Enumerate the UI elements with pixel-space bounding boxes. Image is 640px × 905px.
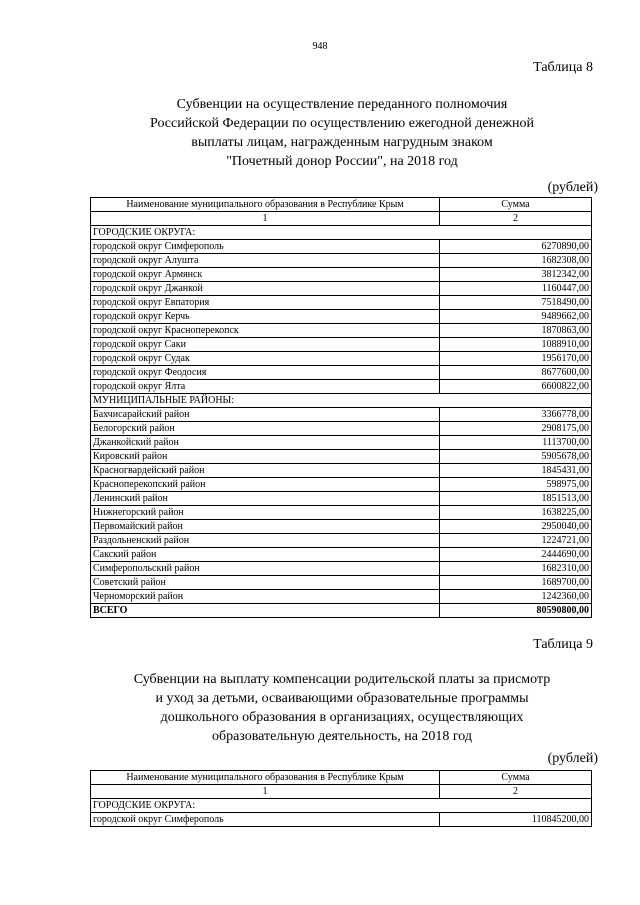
row-amount: 1224721,00	[440, 534, 592, 548]
header-name: Наименование муниципального образования в Республике Крым	[91, 198, 440, 212]
col-number-2: 2	[440, 212, 592, 226]
table-row	[91, 520, 592, 534]
row-name: Раздольненский район	[91, 534, 440, 548]
row-name: Сакский район	[91, 548, 440, 562]
table-row	[91, 422, 592, 436]
table-row	[91, 282, 592, 296]
table-row	[91, 492, 592, 506]
table-row	[91, 380, 592, 394]
row-name: городской округ Керчь	[91, 310, 440, 324]
table-row	[91, 590, 592, 604]
row-amount: 1851513,00	[440, 492, 592, 506]
row-amount: 1845431,00	[440, 464, 592, 478]
table-row	[91, 436, 592, 450]
section-row	[91, 799, 592, 813]
row-amount: 1160447,00	[440, 282, 592, 296]
total-label: ВСЕГО	[91, 604, 440, 618]
column-number-row	[91, 785, 592, 799]
row-name: городской округ Красноперекопск	[91, 324, 440, 338]
total-amount: 80590800,00	[440, 604, 592, 618]
row-name: Джанкойский район	[91, 436, 440, 450]
table8-units: (рублей)	[547, 180, 598, 195]
table8-title-line: выплаты лицам, награжденным нагрудным знаком	[191, 135, 493, 150]
table9	[90, 770, 592, 827]
row-amount: 2950040,00	[440, 520, 592, 534]
row-name: Бахчисарайский район	[91, 408, 440, 422]
table8-title	[60, 95, 624, 171]
row-amount: 598975,00	[440, 478, 592, 492]
row-amount: 8677600,00	[440, 366, 592, 380]
table9-title	[60, 670, 624, 746]
table-row	[91, 813, 592, 827]
table8-title-line: Субвенции на осуществление переданного полномочия	[176, 97, 508, 112]
row-name: Советский район	[91, 576, 440, 590]
section-districts: МУНИЦИПАЛЬНЫЕ РАЙОНЫ:	[91, 394, 592, 408]
section-cities: ГОРОДСКИЕ ОКРУГА:	[91, 799, 592, 813]
row-amount: 2444690,00	[440, 548, 592, 562]
table-row	[91, 408, 592, 422]
table-row	[91, 324, 592, 338]
table-row	[91, 240, 592, 254]
row-amount: 3812342,00	[440, 268, 592, 282]
row-amount: 110845200,00	[440, 813, 592, 827]
row-name: Белогорский район	[91, 422, 440, 436]
row-name: Ленинский район	[91, 492, 440, 506]
row-name: Кировский район	[91, 450, 440, 464]
row-name: городской округ Евпатория	[91, 296, 440, 310]
col-number-1: 1	[91, 212, 440, 226]
section-row	[91, 394, 592, 408]
table-row	[91, 576, 592, 590]
row-name: Нижнегорский район	[91, 506, 440, 520]
table-header-row	[91, 771, 592, 785]
table9-label: Таблица 9	[533, 637, 593, 652]
table9-title-line: Субвенции на выплату компенсации родительской платы за присмотр	[133, 672, 551, 687]
table-row	[91, 366, 592, 380]
row-name: Красногвардейский район	[91, 464, 440, 478]
row-amount: 3366778,00	[440, 408, 592, 422]
table-header-row	[91, 198, 592, 212]
header-amount: Сумма	[440, 771, 592, 785]
table9-units: (рублей)	[547, 751, 598, 766]
row-name: городской округ Судак	[91, 352, 440, 366]
row-amount: 1113700,00	[440, 436, 592, 450]
row-name: Красноперекопский район	[91, 478, 440, 492]
table-row	[91, 562, 592, 576]
table-row	[91, 534, 592, 548]
row-amount: 7518490,00	[440, 296, 592, 310]
row-name: Симферопольский район	[91, 562, 440, 576]
header-name: Наименование муниципального образования в Республике Крым	[91, 771, 440, 785]
table-row	[91, 506, 592, 520]
table9-title-line: образовательную деятельность, на 2018 год	[211, 729, 473, 744]
row-amount: 5905678,00	[440, 450, 592, 464]
table9-title-line: дошкольного образования в организациях, осуществляющих	[160, 710, 524, 725]
row-name: городской округ Симферополь	[91, 240, 440, 254]
row-name: Черноморский район	[91, 590, 440, 604]
column-number-row	[91, 212, 592, 226]
row-amount: 6270890,00	[440, 240, 592, 254]
total-row	[91, 604, 592, 618]
row-name: городской округ Алушта	[91, 254, 440, 268]
table8	[90, 197, 592, 618]
row-name: городской округ Джанкой	[91, 282, 440, 296]
row-amount: 1689700,00	[440, 576, 592, 590]
col-number-2: 2	[440, 785, 592, 799]
table-row	[91, 548, 592, 562]
row-amount: 1638225,00	[440, 506, 592, 520]
row-name: городской округ Ялта	[91, 380, 440, 394]
table-row	[91, 478, 592, 492]
page-number: 948	[312, 41, 328, 52]
table8-title-line: "Почетный донор России", на 2018 год	[226, 154, 458, 169]
table8-label: Таблица 8	[533, 60, 593, 75]
row-amount: 1242360,00	[440, 590, 592, 604]
table-row	[91, 268, 592, 282]
row-name: городской округ Феодосия	[91, 366, 440, 380]
section-row	[91, 226, 592, 240]
table-row	[91, 464, 592, 478]
table8-title-line: Российской Федерации по осуществлению ежегодной денежной	[150, 116, 534, 131]
col-number-1: 1	[91, 785, 440, 799]
table-row	[91, 296, 592, 310]
row-amount: 6600822,00	[440, 380, 592, 394]
row-amount: 1870863,00	[440, 324, 592, 338]
row-amount: 1682310,00	[440, 562, 592, 576]
header-amount: Сумма	[440, 198, 592, 212]
table-row	[91, 352, 592, 366]
row-amount: 1956170,00	[440, 352, 592, 366]
row-name: Первомайский район	[91, 520, 440, 534]
table-row	[91, 310, 592, 324]
row-amount: 9489662,00	[440, 310, 592, 324]
row-name: городской округ Симферополь	[91, 813, 440, 827]
row-name: городской округ Саки	[91, 338, 440, 352]
row-amount: 1682308,00	[440, 254, 592, 268]
row-name: городской округ Армянск	[91, 268, 440, 282]
table9-title-line: и уход за детьми, осваивающими образовательные программы	[155, 691, 529, 706]
table-row	[91, 450, 592, 464]
table-row	[91, 338, 592, 352]
row-amount: 2908175,00	[440, 422, 592, 436]
table-row	[91, 254, 592, 268]
row-amount: 1088910,00	[440, 338, 592, 352]
section-cities: ГОРОДСКИЕ ОКРУГА:	[91, 226, 592, 240]
